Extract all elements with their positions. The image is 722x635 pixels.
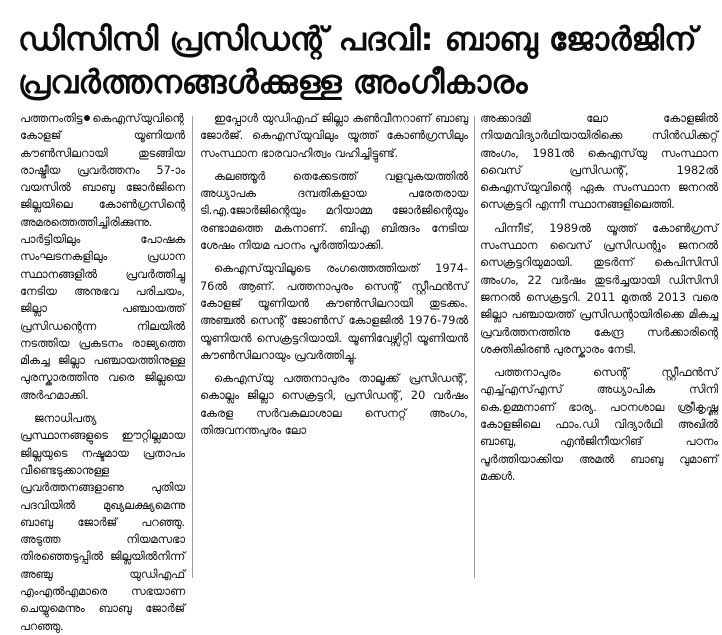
paragraph: കലഞ്ഞൂർ തെക്കേടത്ത് വളവുകയത്തിൽ അധ്യാപക ദമ്പതികളായ പരേതരായ ടി.എ.ജോർജിന്റെയും മറിയാമ്മ ജോർജിന്റെയും രണ്ടാമത്തെ മകനാണ്. ബിഎ ബിരുദം നേടിയ ശേഷം നിയമ പഠനം പൂർത്തിയാക്കി. bbox=[200, 169, 468, 253]
headline-line-2: പ്രവർത്തനങ്ങൾക്കുള്ള അംഗീകാരം bbox=[18, 63, 528, 101]
paragraph: ജനാധിപത്യ പ്രസ്ഥാനങ്ങളുടെ ഈറ്റില്ലമായ ജില്ലയുടെ നഷ്ടമായ പ്രതാപം വീണ്ടെടുക്കാനുള്ള പ്രവർത്തനങ്ങളാണു പുതിയ പദവിയിൽ മുഖ്യലക്ഷ്യമെന്നു ബാബു ജോർജ് പറഞ്ഞു. അടുത്ത നിയമസഭാ തിരഞ്ഞെടുപ്പിൽ ജില്ലയിൽനിന്ന് അഞ്ചു യുഡിഎഫ് എംഎൽഎമാരെ സഭയാണ ചെയ്യുമെന്നും ബാബു ജോർജ് പറഞ്ഞു. bbox=[20, 412, 185, 633]
paragraph: ഇപ്പോൾ യുഡിഎഫ് ജില്ലാ കൺവീനറാണ് ബാബു ജോർജ്. കെഎസ്‌യുവിലും യൂത്ത് കോൺഗ്രസിലും സംസ്ഥാന ഭാരവാഹിത്വം വഹിച്ചിട്ടുണ്ട്. bbox=[200, 112, 468, 160]
column-1 bbox=[20, 110, 185, 633]
paragraph: പത്തനാപുരം സെന്റ് സ്റ്റീഫൻസ് എച്ച്എസ്എസ് അധ്യാപിക സിനി കെ.ഉമ്മനാണ് ഭാര്യ. പഠനശാല ശ്രീകൃഷ്ണ കോളജിലെ ഫാം.ഡി വിദ്യാർഥി അഖിൽ ബാബു, എൻജിനീയറിങ് പഠനം പൂർത്തിയാക്കിയ അമൽ ബാബു വുമാണ് മക്കൾ. bbox=[480, 366, 718, 483]
column-divider bbox=[474, 116, 475, 578]
paragraph: അക്കാദമി ലോ കോളജിൽ നിയമവിദ്യാർഥിയായിരിക്കെ സിൻഡിക്കറ്റ് അംഗം, 1981ൽ കെഎസ്‌യു സംസ്ഥാന വൈസ് പ്രസിഡന്റ്, 1982ൽ കെഎസ്‌യുവിന്റെ ഏക സംസ്ഥാന ജനറൽ സെക്രട്ടറി എന്നീ സ്ഥാനങ്ങളിലെത്തി. bbox=[480, 112, 718, 212]
column-3 bbox=[480, 110, 718, 586]
column-2 bbox=[200, 110, 468, 586]
lead-text: കെഎസ്‌യുവിന്റെ കോളജ് യൂണിയൻ കൗൺസിലറായി തുടങ്ങിയ രാഷ്ട്രീയ പ്രവർത്തനം 57-ാം വയസിൽ ബാബു ജോർജിനെ ജില്ലയിലെ കോൺഗ്രസിന്റെ അമരത്തെത്തിച്ചിരിക്കുന്നു. പാർട്ടിയിലും പോഷക സംഘടനകളിലും പ്രധാന സ്ഥാനങ്ങളിൽ പ്രവർത്തിച്ചു നേടിയ അനുഭവ പരിചയം, ജില്ലാ പഞ്ചായത്ത് പ്രസിഡന്റെന്ന നിലയിൽ നടത്തിയ പ്രകടനം രാജ്യത്തെ മികച്ച ജില്ലാ പഞ്ചായത്തിനുള്ള പുരസ്കാരത്തിനു വരെ ജില്ലയെ അർഹമാക്കി. bbox=[20, 112, 185, 402]
dateline-bullet-icon bbox=[84, 115, 90, 121]
paragraph: കെഎസ്‌യു പത്തനാപുരം താലൂക്ക് പ്രസിഡന്റ്, കൊല്ലം ജില്ലാ സെക്രട്ടറി, പ്രസിഡന്റ്, 20 വർഷം കേരള സർവകലാശാല സെനറ്റ് അംഗം, തിരുവനന്തപുരം ലോ bbox=[200, 372, 468, 438]
column-divider bbox=[192, 116, 193, 578]
headline bbox=[0, 0, 722, 104]
paragraph: കെഎസ്‌യുവിലൂടെ രംഗത്തെത്തിയത് 1974-76ൽ ആണ്. പത്തനാപുരം സെന്റ് സ്റ്റീഫൻസ് കോളജ് യൂണിയൻ കൗൺസിലറായി തുടക്കം. അഞ്ചൽ സെന്റ് ജോൺസ് കോളജിൽ 1976-79ൽ യൂണിയൻ സെക്രട്ടറിയായി. യൂണിവേഴ്സിറ്റി യൂണിയൻ കൗൺസിലറായും പ്രവർത്തിച്ചു. bbox=[200, 262, 468, 362]
paragraph-lead bbox=[20, 110, 185, 404]
headline-line-1: ഡിസിസി പ്രസിഡന്റ് പദവി: ബാബു ജോർജിന് bbox=[18, 20, 697, 58]
paragraph: പിന്നീട്, 1989ൽ യൂത്ത് കോൺഗ്രസ് സംസ്ഥാന വൈസ് പ്രസിഡന്റും ജനറൽ സെക്രട്ടറിയുമായി. തുടർന്ന് കെപിസിസി അംഗം, 22 വർഷം തുടർച്ചയായി ഡിസിസി ജനറൽ സെക്രട്ടറി. 2011 മുതൽ 2013 വരെ ജില്ലാ പഞ്ചായത്ത് പ്രസിഡന്റായിരിക്കെ മികച്ച പ്രവർത്തനത്തിനു കേന്ദ്ര സർക്കാരിന്റെ ശക്തികിരൺ പുരസ്കാരം നേടി. bbox=[480, 221, 718, 356]
dateline-place: പത്തനംതിട്ട bbox=[20, 112, 83, 125]
article-body bbox=[0, 110, 722, 633]
